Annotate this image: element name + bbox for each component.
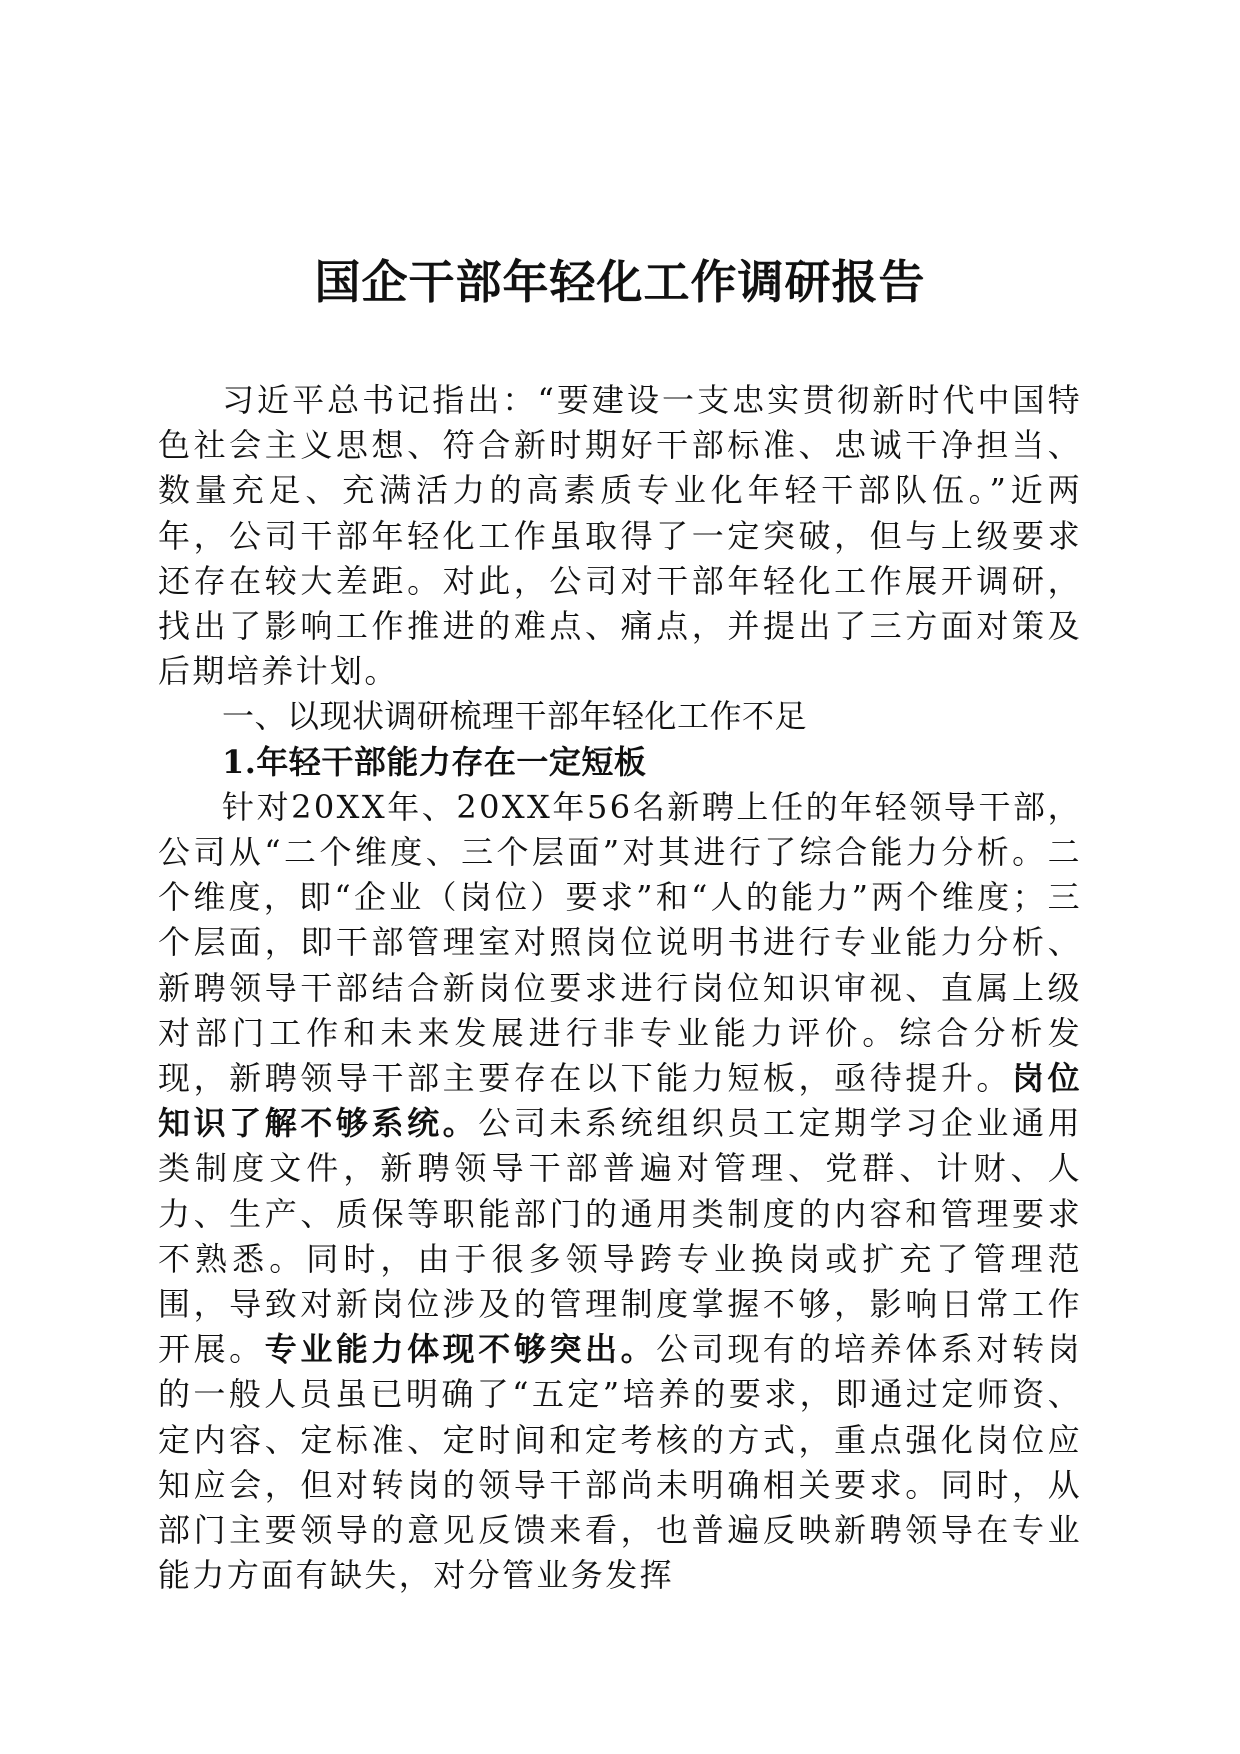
- document-body: [158, 378, 1082, 1598]
- bold-lead-phrase-2: 专业能力体现不够突出。: [264, 1330, 657, 1369]
- paragraph-text-part-1: 针对20XX年、20XX年56名新聘上任的年轻领导干部，公司从“二个维度、三个层面”对其进行了综合能力分析。二个维度，即“企业（岗位）要求”和“人的能力”两个维度；三个层面，即干部管理室对照岗位说明书进行专业能力分析、新聘领导干部结合新岗位要求进行岗位知识审视、直属上级对部门工作和未来发展进行非专业能力评价。综合分析发现，新聘领导干部主要存在以下能力短板，亟待提升。: [158, 787, 1082, 1098]
- intro-paragraph: 习近平总书记指出：“要建设一支忠实贯彻新时代中国特色社会主义思想、符合新时期好干部标准、忠诚干净担当、数量充足、充满活力的高素质专业化年轻干部队伍。”近两年，公司干部年轻化工作虽取得了一定突破，但与上级要求还存在较大差距。对此，公司对干部年轻化工作展开调研，找出了影响工作推进的难点、痛点，并提出了三方面对策及后期培养计划。: [158, 381, 1082, 691]
- subsection-heading: 1.年轻干部能力存在一定短板: [222, 742, 647, 781]
- paragraph-text-part-3: 公司现有的培养体系对转岗的一般人员虽已明确了“五定”培养的要求，即通过定师资、定内容、定标准、定时间和定考核的方式，重点强化岗位应知应会，但对转岗的领导干部尚未明确相关要求。同时，从部门主要领导的意见反馈来看，也普遍反映新聘领导在专业能力方面有缺失，对分管业务发挥: [158, 1330, 1082, 1595]
- paragraph-text-part-2: 公司未系统组织员工定期学习企业通用类制度文件，新聘领导干部普遍对管理、党群、计财、人力、生产、质保等职能部门的通用类制度的内容和管理要求不熟悉。同时，由于很多领导跨专业换岗或扩充了管理范围，导致对新岗位涉及的管理制度掌握不够，影响日常工作开展。: [158, 1104, 1082, 1369]
- bold-lead-phrase-1: 岗位知识了解不够系统。: [158, 1059, 1082, 1143]
- section-heading: 一、以现状调研梳理干部年轻化工作不足: [222, 697, 808, 736]
- body-paragraph: [158, 785, 1082, 1599]
- document-title: 国企干部年轻化工作调研报告: [314, 255, 926, 309]
